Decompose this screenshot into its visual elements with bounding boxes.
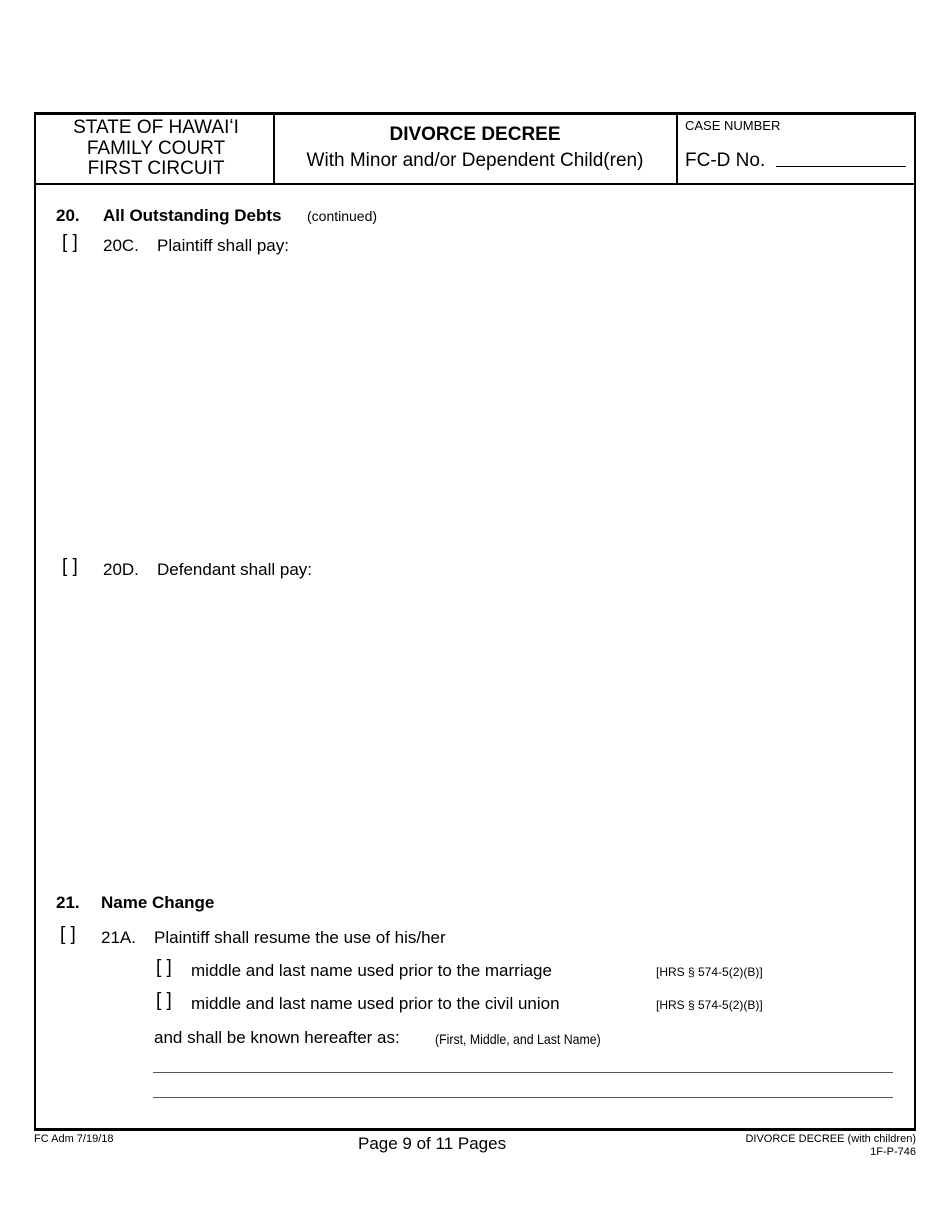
option-prior-to-civil-union-text: middle and last name used prior to the civil union bbox=[191, 994, 560, 1013]
option-prior-to-civil-union-citation: [HRS § 574-5(2)(B)] bbox=[656, 998, 763, 1012]
footer-form-date: FC Adm 7/19/18 bbox=[34, 1133, 114, 1145]
option-prior-to-marriage-citation: [HRS § 574-5(2)(B)] bbox=[656, 965, 763, 979]
item-20d-code: 20D. bbox=[103, 560, 139, 579]
section-20-title: All Outstanding Debts bbox=[103, 206, 282, 225]
item-20c-code: 20C. bbox=[103, 236, 139, 255]
document-subtitle: With Minor and/or Dependent Child(ren) bbox=[306, 150, 644, 171]
known-as-label: and shall be known hereafter as: bbox=[154, 1028, 400, 1047]
case-number-prefix: FC-D No. bbox=[685, 150, 766, 171]
new-name-line-1[interactable] bbox=[153, 1072, 893, 1073]
item-20d-text: Defendant shall pay: bbox=[157, 560, 312, 579]
section-21-title: Name Change bbox=[101, 893, 215, 912]
option-prior-to-marriage-text: middle and last name used prior to the marriage bbox=[191, 961, 552, 980]
item-20c-entry-area[interactable] bbox=[100, 262, 900, 542]
footer-form-title: DIVORCE DECREE (with children) bbox=[745, 1133, 916, 1145]
checkbox-20c[interactable]: [ ] bbox=[62, 232, 78, 253]
footer-form-info bbox=[745, 1133, 916, 1159]
item-21a-text: Plaintiff shall resume the use of his/her bbox=[154, 928, 446, 947]
checkbox-21a[interactable]: [ ] bbox=[60, 924, 76, 945]
section-20-number: 20. bbox=[56, 206, 80, 225]
checkbox-prior-to-civil-union[interactable]: [ ] bbox=[156, 990, 172, 1011]
checkbox-prior-to-marriage[interactable]: [ ] bbox=[156, 957, 172, 978]
item-21a-code: 21A. bbox=[101, 928, 136, 947]
header-column-divider-2 bbox=[676, 114, 678, 184]
document-title: DIVORCE DECREE bbox=[389, 124, 561, 145]
court-name-family: FAMILY COURT bbox=[86, 138, 226, 159]
court-name-state: STATE OF HAWAIʻI bbox=[73, 117, 239, 138]
item-20d-entry-area[interactable] bbox=[100, 588, 900, 868]
known-as-note: (First, Middle, and Last Name) bbox=[435, 1031, 601, 1047]
footer-page-number: Page 9 of 11 Pages bbox=[358, 1134, 507, 1153]
case-number-label: CASE NUMBER bbox=[685, 118, 781, 133]
checkbox-20d[interactable]: [ ] bbox=[62, 556, 78, 577]
case-number-field[interactable] bbox=[776, 166, 906, 167]
item-20c-text: Plaintiff shall pay: bbox=[157, 236, 289, 255]
footer-form-code: 1F-P-746 bbox=[870, 1146, 916, 1158]
court-name-circuit: FIRST CIRCUIT bbox=[87, 158, 225, 179]
new-name-line-2[interactable] bbox=[153, 1097, 893, 1098]
section-20-note: (continued) bbox=[307, 208, 378, 224]
section-21-number: 21. bbox=[56, 893, 80, 912]
header-divider bbox=[34, 183, 916, 185]
